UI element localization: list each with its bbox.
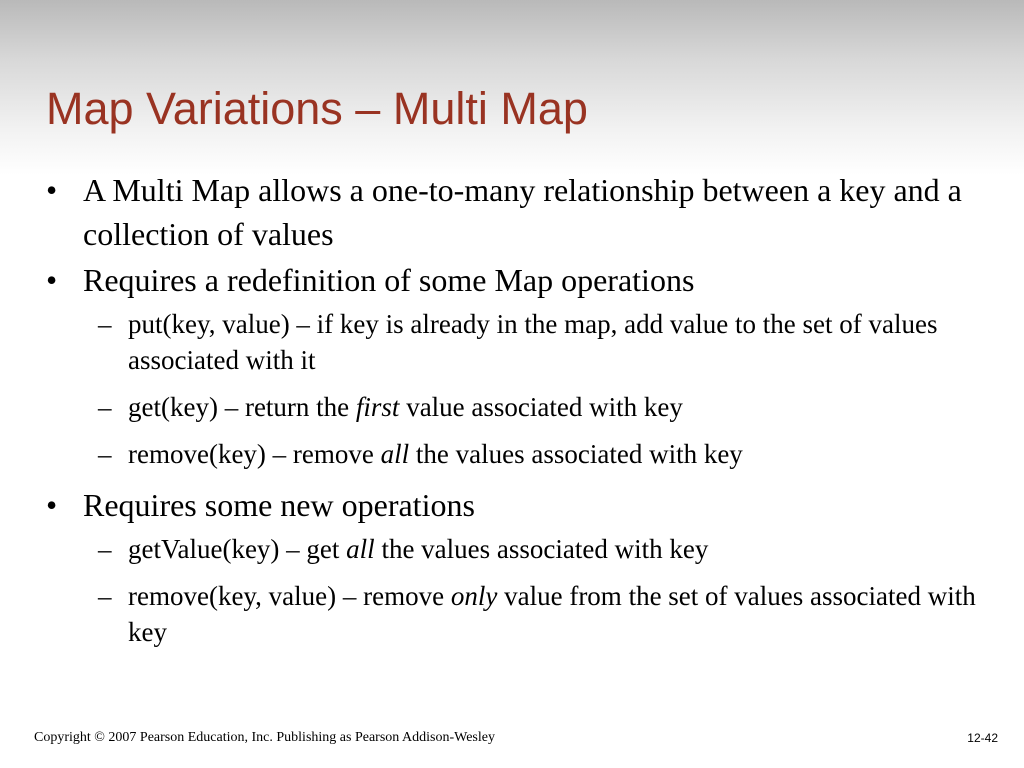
sub-bullet-item [46,306,1006,378]
sub-bullet-text [128,581,976,647]
sub-text-part: getValue(key) – get [128,534,347,564]
dash-marker: – [98,309,112,339]
sub-text-part: the values associated with key [374,534,709,564]
bullet-text: Requires a redefinition of some Map operations [83,262,695,298]
sub-text-part: value associated with key [399,392,683,422]
sub-text-emphasis: only [450,581,498,611]
sub-text-part: remove(key, value) – remove [128,581,451,611]
sub-text-part: put(key, value) – if key is already in the map, add value to the set of values associated with it [128,309,938,375]
sub-text-emphasis: all [380,439,410,469]
bullet-item [46,168,1006,256]
sub-text-part: the values associated with key [409,439,743,469]
sub-text-emphasis: all [346,534,375,564]
bullet-text: A Multi Map allows a one-to-many relationship between a key and a collection of values [83,172,962,252]
sub-list [46,306,1006,472]
sub-bullet-item [46,578,1006,650]
bullet-text: Requires some new operations [83,487,475,523]
sub-bullet-text [128,534,708,564]
bullet-marker: • [46,487,58,523]
copyright-notice: Copyright © 2007 Pearson Education, Inc. Publishing as Pearson Addison-Wesley [34,730,495,745]
sub-bullet-item [46,389,1006,425]
dash-marker: – [98,534,112,564]
sub-bullet-text [128,439,743,469]
sub-text-part: value from the set of values associated with key [128,581,976,647]
dash-marker: – [98,581,112,611]
sub-text-emphasis: first [355,392,400,422]
dash-marker: – [98,392,112,422]
sub-bullet-text [128,309,938,375]
dash-marker: – [98,439,112,469]
sub-bullet-text [128,392,683,422]
sub-list [46,531,1006,650]
slide-content [46,168,1006,661]
sub-text-part: get(key) – return the [128,392,356,422]
bullet-marker: • [46,172,58,208]
bullet-item [46,258,1006,302]
sub-bullet-item [46,531,1006,567]
bullet-marker: • [46,262,58,298]
page-number: 12-42 [967,731,998,745]
sub-bullet-item [46,436,1006,472]
bullet-item [46,483,1006,527]
slide-title: Map Variations – Multi Map [46,83,588,134]
sub-text-part: remove(key) – remove [128,439,381,469]
